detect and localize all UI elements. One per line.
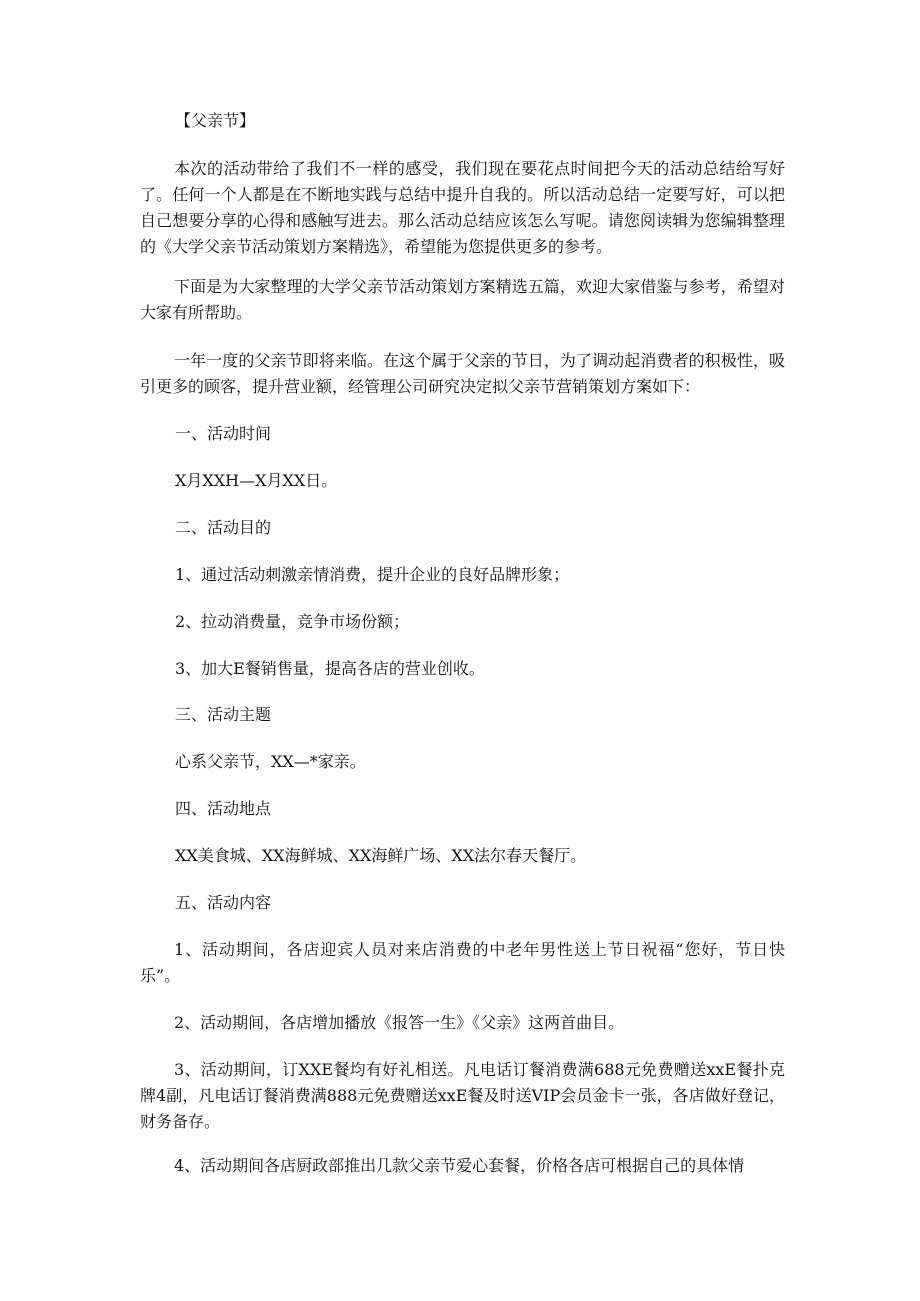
goal-item-2: 2、拉动消费量，竞争市场份额； xyxy=(175,612,410,631)
content-item-3: 3、活动期间，订XXE餐均有好礼相送。凡电话订餐消费满688元免费赠送xxE餐扑克牌4副，凡电话订餐消费满888元免费赠送xxE餐及时送VIP会员金卡一张，各店做好登记，财务备存。 xyxy=(140,1060,785,1131)
section-1-title: 一、活动时间 xyxy=(175,424,272,443)
section-4-text: XX美食城、XX海鲜城、XX海鲜广场、XX法尔春天餐厅。 xyxy=(175,846,587,865)
section-3-text: 心系父亲节，XX—*家亲。 xyxy=(175,752,366,771)
goal-item-3: 3、加大E餐销售量，提高各店的营业创收。 xyxy=(175,659,485,678)
content-item-1: 1、活动期间，各店迎宾人员对来店消费的中老年男性送上节日祝福“您好，节日快乐”。 xyxy=(140,940,785,985)
section-3-title: 三、活动主题 xyxy=(175,705,272,724)
section-5-title: 五、活动内容 xyxy=(175,893,272,912)
intro-paragraph-2: 下面是为大家整理的大学父亲节活动策划方案精选五篇，欢迎大家借鉴与参考，希望对大家有所帮助。 xyxy=(140,277,785,322)
section-2-title: 二、活动目的 xyxy=(175,518,272,537)
document-title: 【父亲节】 xyxy=(175,111,256,130)
content-item-2: 2、活动期间，各店增加播放《报答一生》《父亲》这两首曲目。 xyxy=(174,1013,625,1032)
goal-item-1: 1、通过活动刺激亲情消费，提升企业的良好品牌形象； xyxy=(175,565,570,584)
content-item-4: 4、活动期间各店厨政部推出几款父亲节爱心套餐，价格各店可根据自己的具体情 xyxy=(174,1156,745,1175)
intro-paragraph-3: 一年一度的父亲节即将来临。在这个属于父亲的节日，为了调动起消费者的积极性，吸引更多的顾客，提升营业额，经管理公司研究决定拟父亲节营销策划方案如下： xyxy=(140,351,785,396)
intro-paragraph-1: 本次的活动带给了我们不一样的感受，我们现在要花点时间把今天的活动总结给写好了。任何一个人都是在不断地实践与总结中提升自我的。所以活动总结一定要写好，可以把自己想要分享的心得和感触写进去。那么活动总结应该怎么写呢。请您阅读辑为您编辑整理的《大学父亲节活动策划方案精选》，希望能为您提供更多的参考。 xyxy=(140,159,785,256)
section-4-title: 四、活动地点 xyxy=(175,799,272,818)
section-1-text: X月XXH—X月XX日。 xyxy=(175,471,338,490)
